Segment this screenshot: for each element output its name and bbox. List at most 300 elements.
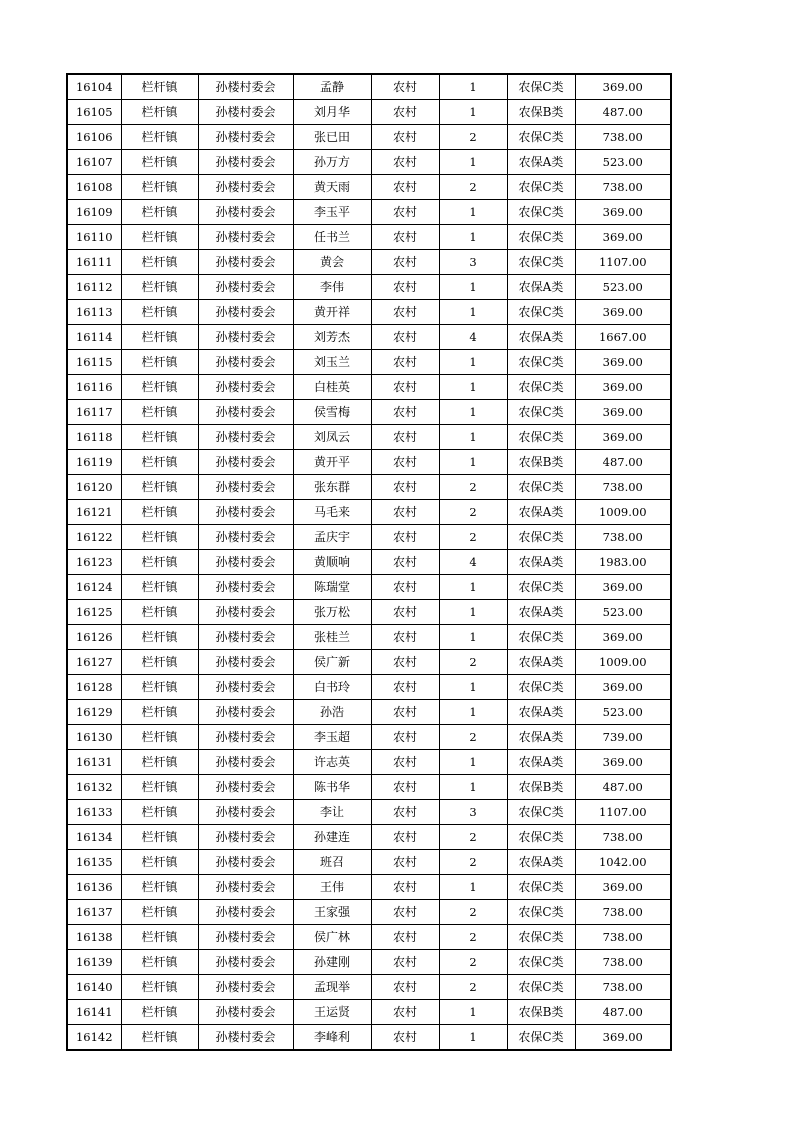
area-type-cell: 农村 [371, 1025, 439, 1051]
record-id-cell: 16111 [67, 250, 121, 275]
person-name-cell: 张已田 [293, 125, 371, 150]
town-cell: 栏杆镇 [121, 475, 198, 500]
insurance-class-cell: 农保C类 [507, 800, 575, 825]
record-id-cell: 16127 [67, 650, 121, 675]
village-committee-cell: 孙楼村委会 [198, 200, 293, 225]
amount-cell: 1009.00 [575, 650, 671, 675]
household-size-cell: 1 [439, 600, 507, 625]
table-row [67, 225, 671, 250]
person-name-cell: 孙建连 [293, 825, 371, 850]
table-row [67, 700, 671, 725]
household-size-cell: 2 [439, 825, 507, 850]
insurance-class-cell: 农保C类 [507, 400, 575, 425]
person-name-cell: 刘芳杰 [293, 325, 371, 350]
insurance-class-cell: 农保C类 [507, 175, 575, 200]
record-id-cell: 16123 [67, 550, 121, 575]
area-type-cell: 农村 [371, 525, 439, 550]
insurance-class-cell: 农保C类 [507, 375, 575, 400]
table-row [67, 425, 671, 450]
amount-cell: 487.00 [575, 1000, 671, 1025]
record-id-cell: 16132 [67, 775, 121, 800]
town-cell: 栏杆镇 [121, 750, 198, 775]
household-size-cell: 2 [439, 475, 507, 500]
village-committee-cell: 孙楼村委会 [198, 74, 293, 100]
amount-cell: 523.00 [575, 150, 671, 175]
amount-cell: 369.00 [575, 1025, 671, 1051]
records-table [66, 73, 672, 1051]
record-id-cell: 16131 [67, 750, 121, 775]
table-row [67, 600, 671, 625]
village-committee-cell: 孙楼村委会 [198, 125, 293, 150]
table-row [67, 625, 671, 650]
household-size-cell: 3 [439, 250, 507, 275]
table-row [67, 550, 671, 575]
area-type-cell: 农村 [371, 600, 439, 625]
person-name-cell: 孟庆宇 [293, 525, 371, 550]
table-row [67, 450, 671, 475]
person-name-cell: 黄会 [293, 250, 371, 275]
amount-cell: 1983.00 [575, 550, 671, 575]
area-type-cell: 农村 [371, 550, 439, 575]
household-size-cell: 1 [439, 775, 507, 800]
town-cell: 栏杆镇 [121, 650, 198, 675]
insurance-class-cell: 农保C类 [507, 350, 575, 375]
village-committee-cell: 孙楼村委会 [198, 1000, 293, 1025]
table-row [67, 325, 671, 350]
area-type-cell: 农村 [371, 625, 439, 650]
village-committee-cell: 孙楼村委会 [198, 475, 293, 500]
area-type-cell: 农村 [371, 250, 439, 275]
record-id-cell: 16136 [67, 875, 121, 900]
town-cell: 栏杆镇 [121, 225, 198, 250]
person-name-cell: 黄开平 [293, 450, 371, 475]
person-name-cell: 孙建刚 [293, 950, 371, 975]
amount-cell: 487.00 [575, 775, 671, 800]
amount-cell: 369.00 [575, 400, 671, 425]
person-name-cell: 孟静 [293, 74, 371, 100]
village-committee-cell: 孙楼村委会 [198, 600, 293, 625]
insurance-class-cell: 农保A类 [507, 150, 575, 175]
person-name-cell: 王伟 [293, 875, 371, 900]
table-row [67, 525, 671, 550]
record-id-cell: 16128 [67, 675, 121, 700]
person-name-cell: 马毛来 [293, 500, 371, 525]
household-size-cell: 1 [439, 350, 507, 375]
amount-cell: 1107.00 [575, 250, 671, 275]
amount-cell: 369.00 [575, 350, 671, 375]
amount-cell: 523.00 [575, 700, 671, 725]
amount-cell: 487.00 [575, 450, 671, 475]
record-id-cell: 16119 [67, 450, 121, 475]
amount-cell: 369.00 [575, 225, 671, 250]
table-row [67, 500, 671, 525]
record-id-cell: 16105 [67, 100, 121, 125]
record-id-cell: 16122 [67, 525, 121, 550]
town-cell: 栏杆镇 [121, 550, 198, 575]
village-committee-cell: 孙楼村委会 [198, 650, 293, 675]
village-committee-cell: 孙楼村委会 [198, 925, 293, 950]
town-cell: 栏杆镇 [121, 1025, 198, 1051]
town-cell: 栏杆镇 [121, 925, 198, 950]
area-type-cell: 农村 [371, 125, 439, 150]
town-cell: 栏杆镇 [121, 850, 198, 875]
record-id-cell: 16141 [67, 1000, 121, 1025]
record-id-cell: 16125 [67, 600, 121, 625]
record-id-cell: 16115 [67, 350, 121, 375]
data-sheet [66, 73, 672, 1051]
area-type-cell: 农村 [371, 500, 439, 525]
household-size-cell: 1 [439, 375, 507, 400]
household-size-cell: 2 [439, 125, 507, 150]
person-name-cell: 任书兰 [293, 225, 371, 250]
area-type-cell: 农村 [371, 675, 439, 700]
insurance-class-cell: 农保C类 [507, 825, 575, 850]
household-size-cell: 2 [439, 175, 507, 200]
village-committee-cell: 孙楼村委会 [198, 675, 293, 700]
area-type-cell: 农村 [371, 375, 439, 400]
town-cell: 栏杆镇 [121, 375, 198, 400]
town-cell: 栏杆镇 [121, 400, 198, 425]
town-cell: 栏杆镇 [121, 150, 198, 175]
village-committee-cell: 孙楼村委会 [198, 750, 293, 775]
amount-cell: 1042.00 [575, 850, 671, 875]
amount-cell: 369.00 [575, 300, 671, 325]
record-id-cell: 16133 [67, 800, 121, 825]
area-type-cell: 农村 [371, 350, 439, 375]
insurance-class-cell: 农保A类 [507, 275, 575, 300]
household-size-cell: 2 [439, 500, 507, 525]
record-id-cell: 16140 [67, 975, 121, 1000]
table-row [67, 950, 671, 975]
table-row [67, 650, 671, 675]
person-name-cell: 张桂兰 [293, 625, 371, 650]
record-id-cell: 16110 [67, 225, 121, 250]
village-committee-cell: 孙楼村委会 [198, 450, 293, 475]
household-size-cell: 2 [439, 950, 507, 975]
amount-cell: 369.00 [575, 750, 671, 775]
household-size-cell: 2 [439, 925, 507, 950]
household-size-cell: 1 [439, 625, 507, 650]
amount-cell: 369.00 [575, 425, 671, 450]
insurance-class-cell: 农保C类 [507, 675, 575, 700]
person-name-cell: 许志英 [293, 750, 371, 775]
amount-cell: 738.00 [575, 900, 671, 925]
insurance-class-cell: 农保A类 [507, 550, 575, 575]
area-type-cell: 农村 [371, 975, 439, 1000]
record-id-cell: 16135 [67, 850, 121, 875]
household-size-cell: 1 [439, 875, 507, 900]
insurance-class-cell: 农保C类 [507, 475, 575, 500]
village-committee-cell: 孙楼村委会 [198, 875, 293, 900]
area-type-cell: 农村 [371, 400, 439, 425]
record-id-cell: 16138 [67, 925, 121, 950]
town-cell: 栏杆镇 [121, 600, 198, 625]
table-row [67, 350, 671, 375]
area-type-cell: 农村 [371, 700, 439, 725]
table-row [67, 775, 671, 800]
table-row [67, 74, 671, 100]
village-committee-cell: 孙楼村委会 [198, 1025, 293, 1051]
village-committee-cell: 孙楼村委会 [198, 425, 293, 450]
record-id-cell: 16130 [67, 725, 121, 750]
insurance-class-cell: 农保C类 [507, 225, 575, 250]
table-row [67, 200, 671, 225]
person-name-cell: 班召 [293, 850, 371, 875]
household-size-cell: 1 [439, 700, 507, 725]
table-row [67, 275, 671, 300]
town-cell: 栏杆镇 [121, 625, 198, 650]
table-row [67, 800, 671, 825]
amount-cell: 738.00 [575, 125, 671, 150]
area-type-cell: 农村 [371, 875, 439, 900]
person-name-cell: 黄天雨 [293, 175, 371, 200]
town-cell: 栏杆镇 [121, 300, 198, 325]
insurance-class-cell: 农保A类 [507, 725, 575, 750]
amount-cell: 369.00 [575, 200, 671, 225]
village-committee-cell: 孙楼村委会 [198, 550, 293, 575]
table-row [67, 925, 671, 950]
town-cell: 栏杆镇 [121, 525, 198, 550]
household-size-cell: 1 [439, 750, 507, 775]
record-id-cell: 16118 [67, 425, 121, 450]
town-cell: 栏杆镇 [121, 875, 198, 900]
record-id-cell: 16126 [67, 625, 121, 650]
insurance-class-cell: 农保B类 [507, 1000, 575, 1025]
insurance-class-cell: 农保C类 [507, 200, 575, 225]
amount-cell: 738.00 [575, 175, 671, 200]
village-committee-cell: 孙楼村委会 [198, 900, 293, 925]
table-row [67, 875, 671, 900]
person-name-cell: 李峰利 [293, 1025, 371, 1051]
amount-cell: 369.00 [575, 625, 671, 650]
insurance-class-cell: 农保C类 [507, 875, 575, 900]
amount-cell: 523.00 [575, 275, 671, 300]
area-type-cell: 农村 [371, 725, 439, 750]
amount-cell: 1667.00 [575, 325, 671, 350]
table-row [67, 150, 671, 175]
insurance-class-cell: 农保C类 [507, 425, 575, 450]
table-row [67, 1025, 671, 1051]
table-row [67, 300, 671, 325]
table-row [67, 850, 671, 875]
person-name-cell: 黄开祥 [293, 300, 371, 325]
amount-cell: 738.00 [575, 475, 671, 500]
town-cell: 栏杆镇 [121, 575, 198, 600]
record-id-cell: 16142 [67, 1025, 121, 1051]
area-type-cell: 农村 [371, 750, 439, 775]
insurance-class-cell: 农保A类 [507, 500, 575, 525]
person-name-cell: 李玉平 [293, 200, 371, 225]
insurance-class-cell: 农保C类 [507, 1025, 575, 1051]
area-type-cell: 农村 [371, 775, 439, 800]
household-size-cell: 1 [439, 575, 507, 600]
insurance-class-cell: 农保C类 [507, 125, 575, 150]
table-row [67, 375, 671, 400]
insurance-class-cell: 农保C类 [507, 625, 575, 650]
village-committee-cell: 孙楼村委会 [198, 825, 293, 850]
table-row [67, 1000, 671, 1025]
household-size-cell: 4 [439, 325, 507, 350]
amount-cell: 739.00 [575, 725, 671, 750]
insurance-class-cell: 农保C类 [507, 300, 575, 325]
town-cell: 栏杆镇 [121, 950, 198, 975]
record-id-cell: 16124 [67, 575, 121, 600]
person-name-cell: 张万松 [293, 600, 371, 625]
person-name-cell: 白书玲 [293, 675, 371, 700]
amount-cell: 369.00 [575, 375, 671, 400]
area-type-cell: 农村 [371, 225, 439, 250]
amount-cell: 738.00 [575, 975, 671, 1000]
village-committee-cell: 孙楼村委会 [198, 975, 293, 1000]
table-row [67, 400, 671, 425]
table-row [67, 975, 671, 1000]
record-id-cell: 16134 [67, 825, 121, 850]
insurance-class-cell: 农保C类 [507, 950, 575, 975]
town-cell: 栏杆镇 [121, 675, 198, 700]
household-size-cell: 1 [439, 425, 507, 450]
household-size-cell: 1 [439, 150, 507, 175]
insurance-class-cell: 农保C类 [507, 250, 575, 275]
area-type-cell: 农村 [371, 575, 439, 600]
person-name-cell: 王家强 [293, 900, 371, 925]
record-id-cell: 16129 [67, 700, 121, 725]
insurance-class-cell: 农保A类 [507, 650, 575, 675]
table-row [67, 175, 671, 200]
insurance-class-cell: 农保B类 [507, 450, 575, 475]
village-committee-cell: 孙楼村委会 [198, 400, 293, 425]
insurance-class-cell: 农保C类 [507, 900, 575, 925]
town-cell: 栏杆镇 [121, 825, 198, 850]
person-name-cell: 李玉超 [293, 725, 371, 750]
area-type-cell: 农村 [371, 74, 439, 100]
table-row [67, 125, 671, 150]
amount-cell: 738.00 [575, 825, 671, 850]
insurance-class-cell: 农保C类 [507, 74, 575, 100]
person-name-cell: 刘凤云 [293, 425, 371, 450]
person-name-cell: 刘玉兰 [293, 350, 371, 375]
amount-cell: 523.00 [575, 600, 671, 625]
town-cell: 栏杆镇 [121, 250, 198, 275]
amount-cell: 738.00 [575, 925, 671, 950]
table-row [67, 725, 671, 750]
insurance-class-cell: 农保A类 [507, 850, 575, 875]
household-size-cell: 1 [439, 400, 507, 425]
table-row [67, 250, 671, 275]
area-type-cell: 农村 [371, 850, 439, 875]
record-id-cell: 16120 [67, 475, 121, 500]
village-committee-cell: 孙楼村委会 [198, 150, 293, 175]
village-committee-cell: 孙楼村委会 [198, 800, 293, 825]
record-id-cell: 16104 [67, 74, 121, 100]
insurance-class-cell: 农保A类 [507, 600, 575, 625]
town-cell: 栏杆镇 [121, 325, 198, 350]
household-size-cell: 2 [439, 650, 507, 675]
record-id-cell: 16121 [67, 500, 121, 525]
insurance-class-cell: 农保C类 [507, 925, 575, 950]
village-committee-cell: 孙楼村委会 [198, 575, 293, 600]
town-cell: 栏杆镇 [121, 175, 198, 200]
household-size-cell: 2 [439, 725, 507, 750]
person-name-cell: 侯广林 [293, 925, 371, 950]
household-size-cell: 1 [439, 675, 507, 700]
amount-cell: 487.00 [575, 100, 671, 125]
village-committee-cell: 孙楼村委会 [198, 500, 293, 525]
table-row [67, 675, 671, 700]
record-id-cell: 16117 [67, 400, 121, 425]
table-row [67, 900, 671, 925]
household-size-cell: 2 [439, 900, 507, 925]
person-name-cell: 李伟 [293, 275, 371, 300]
village-committee-cell: 孙楼村委会 [198, 725, 293, 750]
insurance-class-cell: 农保C类 [507, 575, 575, 600]
town-cell: 栏杆镇 [121, 725, 198, 750]
table-row [67, 750, 671, 775]
household-size-cell: 1 [439, 74, 507, 100]
person-name-cell: 孙浩 [293, 700, 371, 725]
record-id-cell: 16107 [67, 150, 121, 175]
amount-cell: 1107.00 [575, 800, 671, 825]
village-committee-cell: 孙楼村委会 [198, 850, 293, 875]
area-type-cell: 农村 [371, 275, 439, 300]
area-type-cell: 农村 [371, 200, 439, 225]
amount-cell: 369.00 [575, 875, 671, 900]
village-committee-cell: 孙楼村委会 [198, 225, 293, 250]
town-cell: 栏杆镇 [121, 1000, 198, 1025]
household-size-cell: 1 [439, 1000, 507, 1025]
town-cell: 栏杆镇 [121, 775, 198, 800]
town-cell: 栏杆镇 [121, 100, 198, 125]
table-row [67, 100, 671, 125]
village-committee-cell: 孙楼村委会 [198, 700, 293, 725]
household-size-cell: 1 [439, 100, 507, 125]
household-size-cell: 1 [439, 200, 507, 225]
village-committee-cell: 孙楼村委会 [198, 100, 293, 125]
record-id-cell: 16137 [67, 900, 121, 925]
records-table-body [67, 74, 671, 1050]
household-size-cell: 1 [439, 225, 507, 250]
village-committee-cell: 孙楼村委会 [198, 775, 293, 800]
person-name-cell: 陈瑞堂 [293, 575, 371, 600]
village-committee-cell: 孙楼村委会 [198, 250, 293, 275]
area-type-cell: 农村 [371, 900, 439, 925]
area-type-cell: 农村 [371, 800, 439, 825]
area-type-cell: 农村 [371, 300, 439, 325]
area-type-cell: 农村 [371, 150, 439, 175]
village-committee-cell: 孙楼村委会 [198, 950, 293, 975]
amount-cell: 738.00 [575, 525, 671, 550]
town-cell: 栏杆镇 [121, 125, 198, 150]
area-type-cell: 农村 [371, 1000, 439, 1025]
table-row [67, 825, 671, 850]
town-cell: 栏杆镇 [121, 350, 198, 375]
person-name-cell: 黄顺响 [293, 550, 371, 575]
amount-cell: 738.00 [575, 950, 671, 975]
household-size-cell: 4 [439, 550, 507, 575]
insurance-class-cell: 农保A类 [507, 325, 575, 350]
village-committee-cell: 孙楼村委会 [198, 275, 293, 300]
area-type-cell: 农村 [371, 925, 439, 950]
household-size-cell: 2 [439, 975, 507, 1000]
person-name-cell: 陈书华 [293, 775, 371, 800]
household-size-cell: 3 [439, 800, 507, 825]
amount-cell: 1009.00 [575, 500, 671, 525]
town-cell: 栏杆镇 [121, 74, 198, 100]
town-cell: 栏杆镇 [121, 200, 198, 225]
town-cell: 栏杆镇 [121, 275, 198, 300]
household-size-cell: 2 [439, 525, 507, 550]
village-committee-cell: 孙楼村委会 [198, 625, 293, 650]
insurance-class-cell: 农保A类 [507, 750, 575, 775]
